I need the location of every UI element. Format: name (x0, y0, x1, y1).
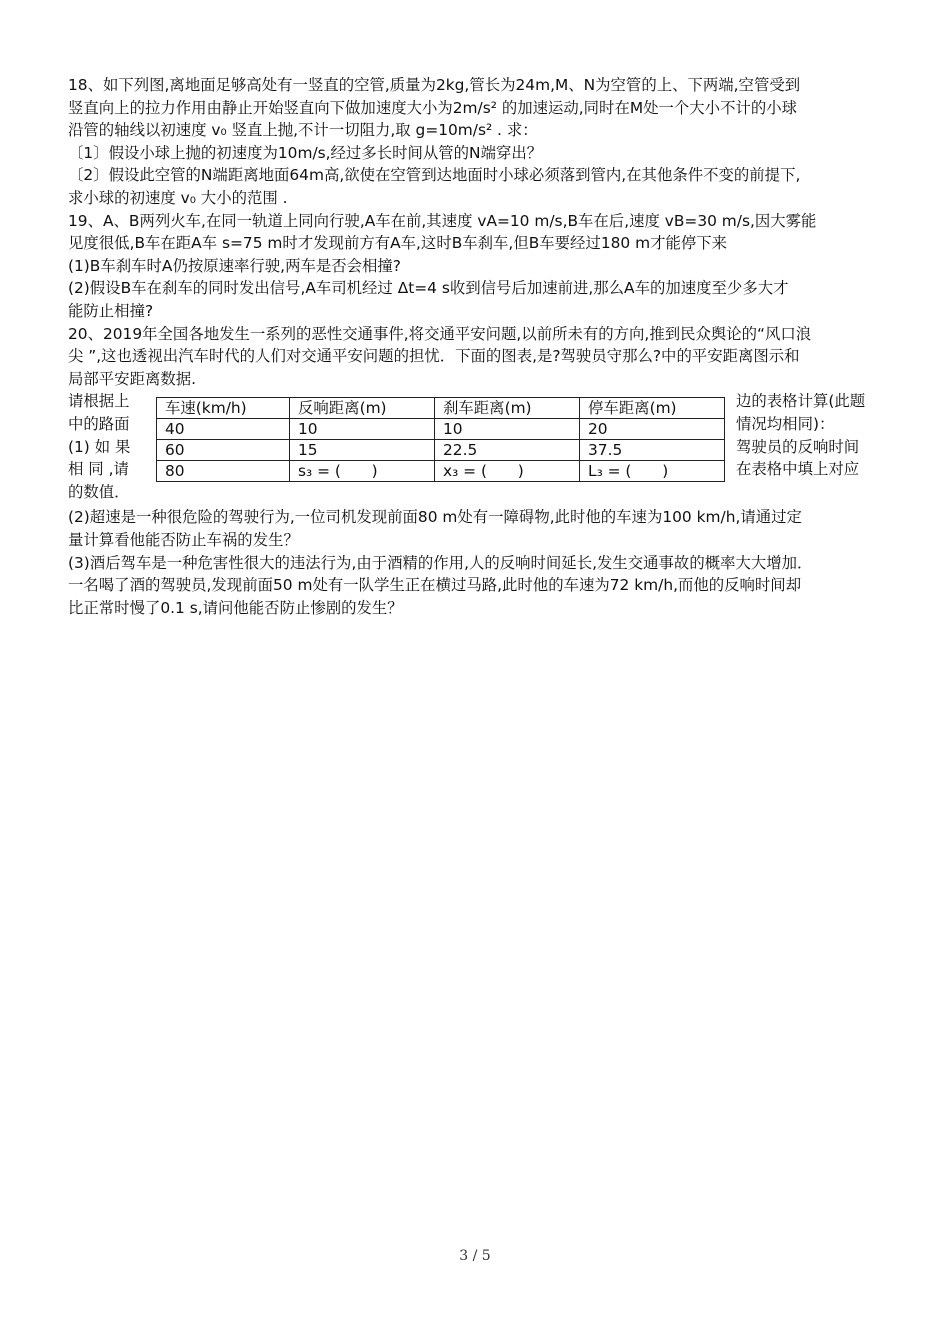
q18-line-1: 18、如下列图,离地面足够高处有一竖直的空管,质量为2kg,管长为24m,M、N为空管的上、下两端,空管受到 (68, 76, 801, 94)
left-line: 相 同 ,请 (68, 460, 129, 479)
right-line: 在表格中填上对应 (736, 460, 860, 479)
q20-right-text (736, 390, 886, 480)
q20-sub-3b: 一名喝了酒的驾驶员,发现前面50 m处有一队学生正在横过马路,此时他的车速为72 km/h,而他的反响时间却 (68, 576, 802, 595)
left-line: 请根据上 (68, 392, 130, 411)
table-cell-blank: s₃ = ( ) (290, 461, 435, 482)
q20-left-text (68, 390, 144, 503)
left-line: 中的路面 (68, 414, 130, 433)
left-line: (1) 如 果 (68, 437, 131, 456)
table-row (157, 419, 725, 440)
table-cell: 40 (157, 419, 290, 440)
table-header-row (157, 398, 725, 419)
right-line: 边的表格计算(此题 (736, 392, 866, 411)
q19-line-2: 见度很低,B车在距A车 s=75 m时才发现前方有A车,这时B车刹车,但B车要经过180 m才能停下来 (68, 234, 728, 253)
right-line: 情况均相同)： (736, 414, 835, 433)
document-body (68, 74, 883, 619)
q19-line-1: 19、A、B两列火车,在同一轨道上同向行驶,A车在前,其速度 vA=10 m/s,B车在后,速度 vB=30 m/s,因大雾能 (68, 211, 817, 230)
q18-sub-2b: 求小球的初速度 v₀ 大小的范围 . (68, 188, 288, 207)
table-cell: 37.5 (580, 440, 725, 461)
q18-line-3: 沿管的轴线以初速度 v₀ 竖直上抛,不计一切阻力,取 g=10m/s² . 求： (68, 121, 538, 140)
right-line: 驾驶员的反响时间 (736, 437, 860, 456)
q18-sub-1: 〔1〕假设小球上抛的初速度为10m/s,经过多长时间从管的N端穿出？ (68, 143, 543, 162)
q20-line-3: 局部平安距离数据. (68, 369, 197, 388)
table-cell: 10 (435, 419, 580, 440)
table-header-cell: 车速(km/h) (157, 398, 290, 419)
q19-sub-2b: 能防止相撞? (68, 301, 154, 320)
q20-sub-3a: (3)酒后驾车是一种危害性很大的违法行为,由于酒精的作用,人的反响时间延长,发生交通事故的概率大大增加． (68, 553, 813, 572)
table-cell-blank: L₃ = ( ) (580, 461, 725, 482)
q18-line-2: 竖直向上的拉力作用由静止开始竖直向下做加速度大小为2m/s² 的加速运动,同时在M处一个大小不计的小球 (68, 98, 798, 117)
table-cell: 10 (290, 419, 435, 440)
table-row (157, 440, 725, 461)
q20-line-2: 尖 ”,这也透视出汽车时代的人们对交通平安问题的担忧．下面的图表,是?驾驶员守那么?中的平安距离图示和 (68, 347, 800, 366)
page-number: 3 / 5 (459, 1248, 491, 1264)
table-cell: 22.5 (435, 440, 580, 461)
table-header-cell: 反响距离(m) (290, 398, 435, 419)
table-cell: 80 (157, 461, 290, 482)
table-cell-blank: x₃ = ( ) (435, 461, 580, 482)
table-header-cell: 刹车距离(m) (435, 398, 580, 419)
safety-distance-table (156, 397, 725, 482)
left-line-after-table: 的数值． (68, 482, 130, 501)
q20-table-block (68, 390, 883, 506)
table-header-cell: 停车距离(m) (580, 398, 725, 419)
q20-sub-3c: 比正常时慢了0.1 s,请问他能否防止惨剧的发生？ (68, 598, 403, 617)
table-cell: 60 (157, 440, 290, 461)
q18-sub-2a: 〔2〕假设此空管的N端距离地面64m高,欲使在空管到达地面时小球必须落到管内,在其他条件不变的前提下, (68, 166, 801, 185)
table-row (157, 461, 725, 482)
q20-sub-2a: (2)超速是一种很危险的驾驶行为,一位司机发现前面80 m处有一障碍物,此时他的车速为100 km/h,请通过定 (68, 508, 802, 527)
q20-sub-2b: 量计算看他能否防止车祸的发生？ (68, 530, 299, 549)
q20-line-1: 20、2019年全国各地发生一系列的恶性交通事件,将交通平安问题,以前所未有的方向,推到民众舆论的“风口浪 (68, 324, 812, 343)
table-cell: 15 (290, 440, 435, 461)
table-cell: 20 (580, 419, 725, 440)
q19-sub-1: (1)B车刹车时A仍按原速率行驶,两车是否会相撞? (68, 256, 401, 275)
q19-sub-2a: (2)假设B车在刹车的同时发出信号,A车司机经过 Δt=4 s收到信号后加速前进,那么A车的加速度至少多大才 (68, 279, 789, 298)
